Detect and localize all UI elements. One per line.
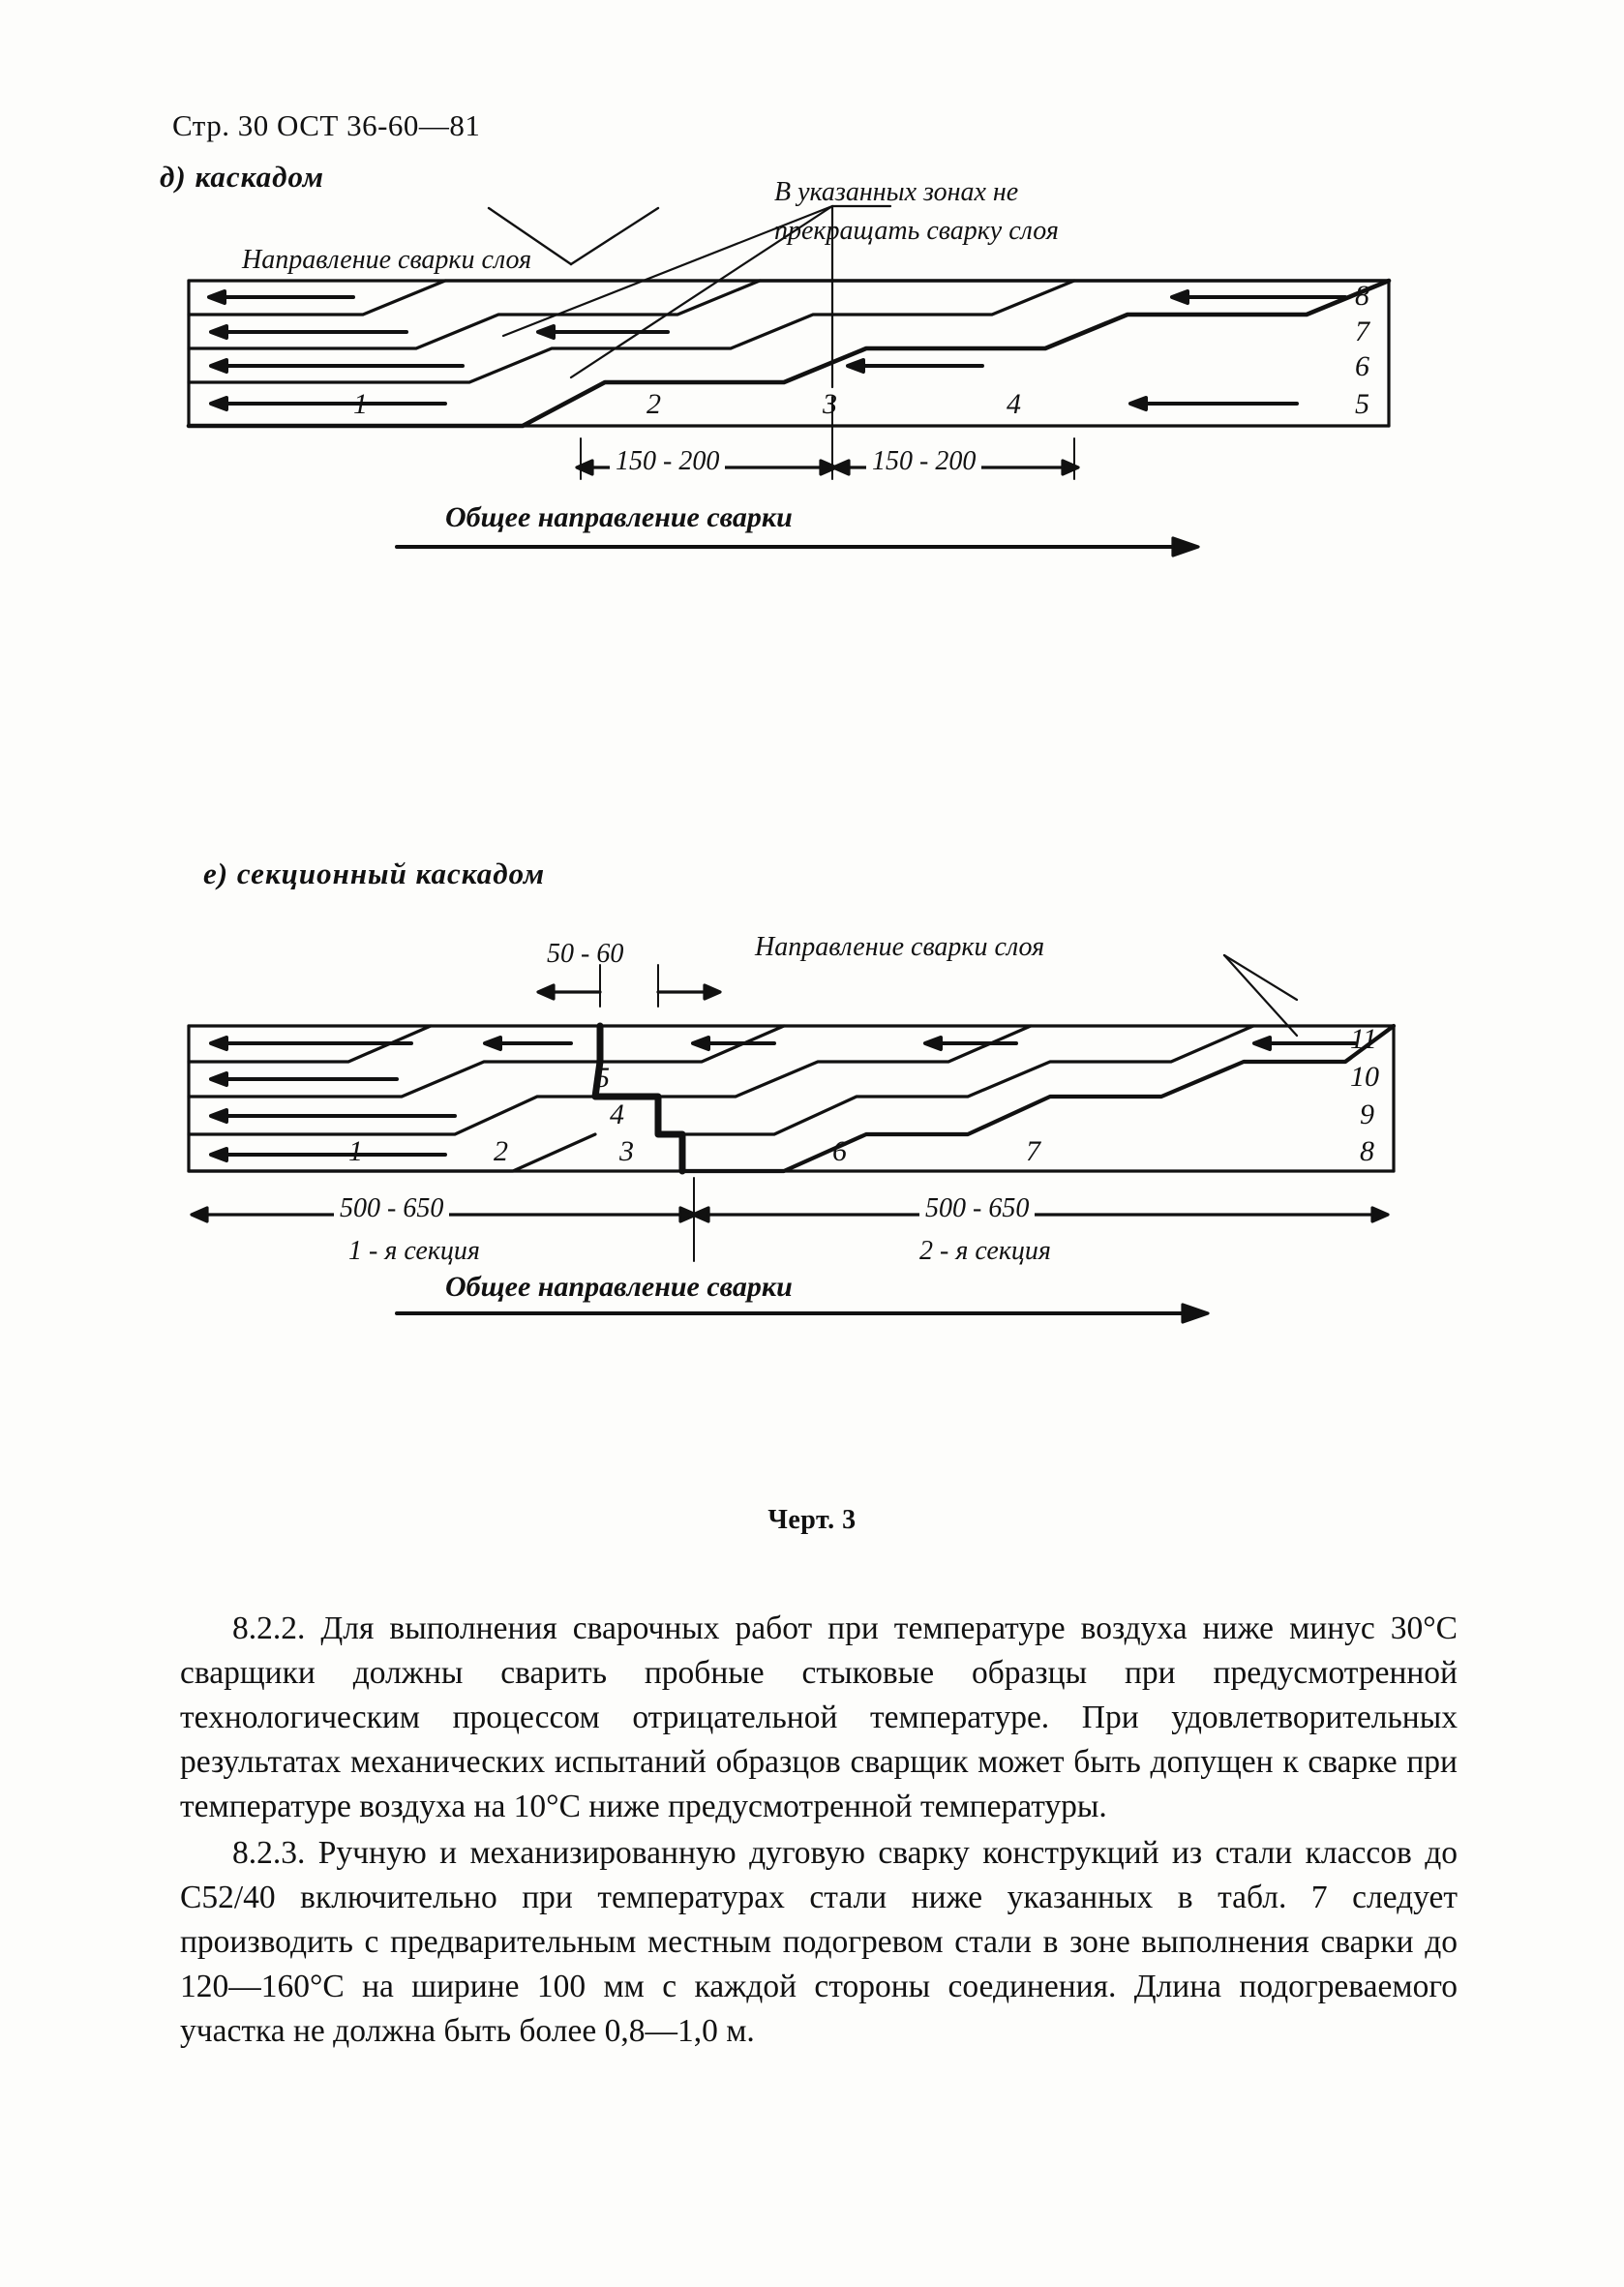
svg-text:6: 6 <box>832 1135 847 1167</box>
svg-text:2: 2 <box>494 1135 508 1167</box>
body-text <box>180 1607 1458 2056</box>
svg-text:4: 4 <box>610 1098 624 1130</box>
svg-text:3: 3 <box>823 388 837 420</box>
figure-e-section-right: 2 - я секция <box>919 1236 1051 1266</box>
figure-caption: Черт. 3 <box>767 1505 857 1535</box>
svg-text:2: 2 <box>647 388 661 420</box>
svg-text:10: 10 <box>1350 1061 1379 1093</box>
svg-text:8: 8 <box>1355 280 1369 312</box>
svg-text:8: 8 <box>1360 1135 1374 1167</box>
svg-text:5: 5 <box>595 1062 610 1094</box>
figure-d-dim-left: 150 - 200 <box>610 446 725 477</box>
figure-d-cascade <box>155 160 1452 576</box>
figure-d-title: д) каскадом <box>160 160 325 194</box>
figure-d-general-direction: Общее направление сварки <box>445 501 793 533</box>
figure-d-label-zones-line1: В указанных зонах не <box>774 177 1019 207</box>
svg-text:4: 4 <box>1007 388 1021 420</box>
svg-text:1: 1 <box>353 388 368 420</box>
paragraph-8-2-2: 8.2.2. Для выполнения сварочных работ при температуре воздуха ниже минус 30°С сварщики должны сварить пробные стыковые образцы при предусмотренной технологическим процессом отрицательной температуре. При удовлетворительных результатах механических испытаний образцов сварщик может быть допущен к сварке при температуре воздуха на 10°С ниже предусмотренной температуры. <box>180 1610 1458 1824</box>
figure-e-general-direction: Общее направление сварки <box>445 1271 793 1303</box>
figure-d-label-direction-layer: Направление сварки слоя <box>242 245 532 275</box>
figure-e-section-left: 1 - я секция <box>348 1236 480 1266</box>
figure-d-label-zones-line2: прекращать сварку слоя <box>774 216 1059 246</box>
figure-e-dim-right: 500 - 650 <box>919 1193 1035 1224</box>
figure-e-title: е) секционный каскадом <box>203 857 546 890</box>
figure-e-section-cascade <box>155 857 1452 1340</box>
paragraph-8-2-3: 8.2.3. Ручную и механизированную дуговую сварку конструкций из стали классов до С52/40 включительно при температурах стали ниже указанных в табл. 7 следует производить с предварительным местным подогревом стали в зоне выполнения сварки до 120—160°С на ширине 100 мм с каждой стороны соединения. Длина подогреваемого участка не должна быть более 0,8—1,0 м. <box>180 1835 1458 2049</box>
page-header: Стр. 30 ОСТ 36-60—81 <box>172 108 481 142</box>
svg-text:7: 7 <box>1355 316 1369 347</box>
svg-text:11: 11 <box>1350 1023 1377 1055</box>
figure-e-label-direction-layer: Направление сварки слоя <box>755 932 1045 962</box>
figure-e-top-dim: 50 - 60 <box>547 939 624 969</box>
svg-text:7: 7 <box>1026 1135 1040 1167</box>
svg-text:5: 5 <box>1355 388 1369 420</box>
svg-text:3: 3 <box>619 1135 634 1167</box>
svg-text:6: 6 <box>1355 350 1369 382</box>
figure-d-dim-right: 150 - 200 <box>866 446 981 477</box>
figure-e-dim-left: 500 - 650 <box>334 1193 449 1224</box>
svg-text:9: 9 <box>1360 1098 1374 1130</box>
svg-text:1: 1 <box>348 1135 363 1167</box>
